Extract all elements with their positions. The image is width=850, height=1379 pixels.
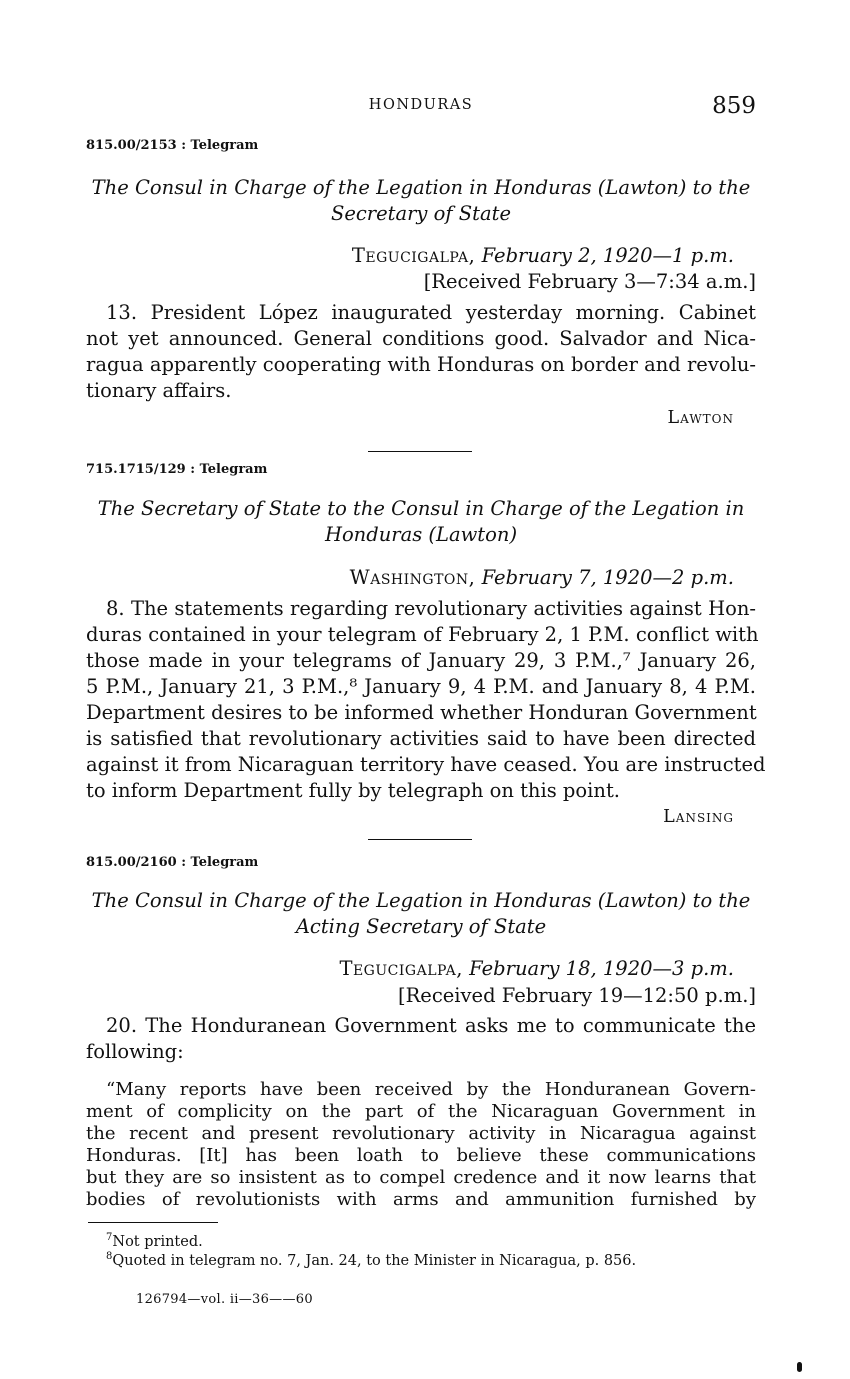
body-line: 5 P.M., January 21, 3 P.M.,⁸ January 9, 4 P.M. and January 8, 4 P.M. (86, 675, 756, 698)
scan-mark (797, 1362, 802, 1372)
dateline-place: Tegucigalpa, (351, 244, 476, 267)
body-line: 13. President López inaugurated yesterday morning. Cabinet (106, 301, 756, 324)
body-line: Department desires to be informed whether Honduran Government (86, 701, 757, 724)
quote-line: ment of complicity on the part of the Nicaraguan Government in (86, 1101, 756, 1122)
file-reference: 815.00/2153 : Telegram (86, 138, 259, 153)
body-line: tionary affairs. (86, 379, 232, 402)
title-line: Secretary of State (330, 202, 512, 225)
received-note: [Received February 3—7:34 a.m.] (423, 270, 756, 293)
telegram-body (86, 300, 756, 404)
dateline-date: February 7, 1920—2 p.m. (481, 566, 734, 589)
footnote (106, 1233, 636, 1252)
document-title (86, 175, 756, 227)
quote-line: but they are so insistent as to compel credence and it now learns that (86, 1167, 756, 1188)
title-line: The Consul in Charge of the Legation in Honduras (Lawton) to the (91, 176, 751, 199)
dateline-date: February 2, 1920—1 p.m. (481, 244, 734, 267)
quote-line: bodies of revolutionists with arms and ammunition furnished by (86, 1189, 756, 1210)
body-line: to inform Department fully by telegraph on this point. (86, 779, 620, 802)
footnote (106, 1252, 636, 1271)
section-divider (368, 451, 472, 452)
body-line: 8. The statements regarding revolutionary activities against Hon- (106, 597, 756, 620)
signature: Lawton (667, 408, 734, 428)
received-note: [Received February 19—12:50 p.m.] (398, 984, 756, 1007)
running-head (86, 93, 756, 123)
running-title: HONDURAS (368, 97, 474, 113)
quote-line: the recent and present revolutionary activity in Nicaragua against (86, 1123, 756, 1144)
document-title (86, 496, 756, 548)
quote-line: Honduras. [It] has been loath to believe these communications (86, 1145, 756, 1166)
footnote-mark: 8 (106, 1251, 113, 1262)
printer-imprint: 126794—vol. ii—36——60 (136, 1292, 313, 1307)
footnote-text: Not printed. (112, 1234, 203, 1250)
body-line: duras contained in your telegram of February 2, 1 P.M. conflict with (86, 623, 759, 646)
signature: Lansing (663, 807, 734, 827)
body-line: against it from Nicaraguan territory have ceased. You are instructed (86, 753, 766, 776)
dateline-place: Washington, (349, 566, 476, 589)
footnote-text: Quoted in telegram no. 7, Jan. 24, to the Minister in Nicaragua, p. 856. (112, 1253, 637, 1269)
section-divider (368, 839, 472, 840)
file-reference: 815.00/2160 : Telegram (86, 855, 259, 870)
dateline-place: Tegucigalpa, (339, 957, 463, 980)
title-line: The Consul in Charge of the Legation in Honduras (Lawton) to the (91, 889, 751, 912)
file-reference: 715.1715/129 : Telegram (86, 462, 268, 477)
page-number: 859 (712, 93, 756, 119)
body-line: following: (86, 1040, 184, 1063)
body-line: ragua apparently cooperating with Honduras on border and revolu- (86, 353, 756, 376)
telegram-body (86, 596, 766, 804)
title-line: Honduras (Lawton) (324, 523, 518, 546)
quoted-communication (86, 1079, 756, 1211)
body-line: those made in your telegrams of January 29, 3 P.M.,⁷ January 26, (86, 649, 756, 672)
dateline-date: February 18, 1920—3 p.m. (469, 957, 734, 980)
dateline (350, 565, 734, 591)
quote-line: “Many reports have been received by the Honduranean Govern- (106, 1079, 756, 1100)
footnote-rule (88, 1222, 218, 1223)
body-line: 20. The Honduranean Government asks me to communicate the (106, 1014, 756, 1037)
title-line: The Secretary of State to the Consul in Charge of the Legation in (97, 497, 745, 520)
document-title (86, 888, 756, 940)
body-line: is satisfied that revolutionary activities said to have been directed (86, 727, 756, 750)
body-line: not yet announced. General conditions good. Salvador and Nica- (86, 327, 756, 350)
dateline (352, 243, 734, 269)
title-line: Acting Secretary of State (295, 915, 547, 938)
footnotes (106, 1233, 636, 1271)
telegram-body (86, 1013, 756, 1065)
dateline (339, 956, 734, 982)
footnote-mark: 7 (106, 1232, 113, 1243)
